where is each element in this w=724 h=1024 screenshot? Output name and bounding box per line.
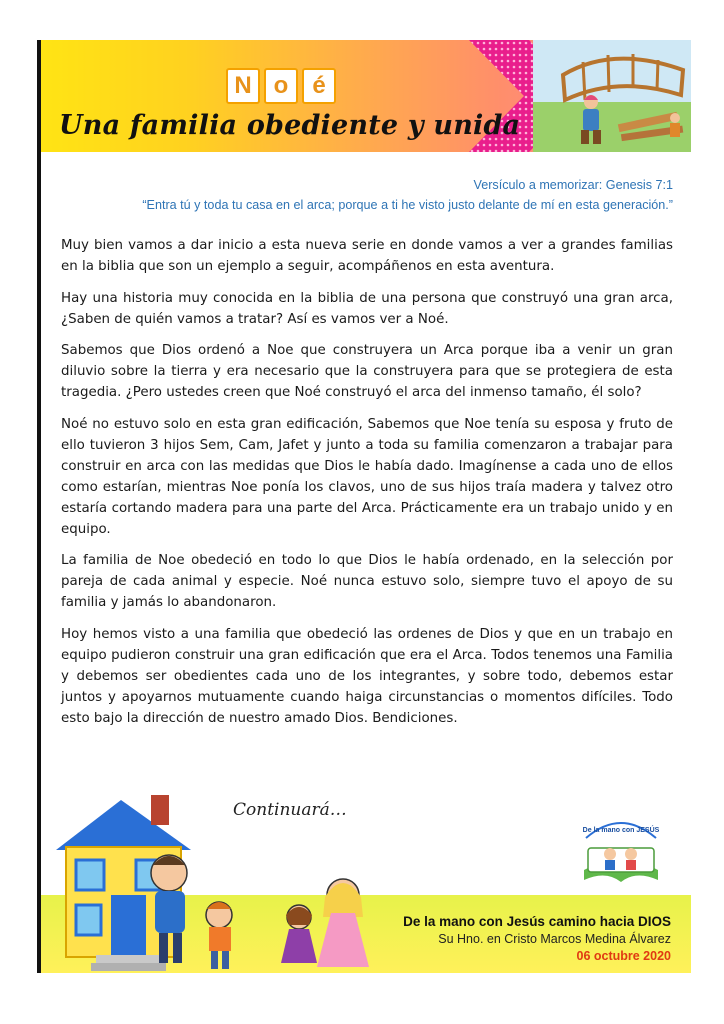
verse-text: “Entra tú y toda tu casa en el arca; porque a ti he visto justo delante de mí en esta generación.” [142,198,673,212]
logo-text: De la mano con JESÚS [582,827,660,834]
paragraph: Sabemos que Dios ordenó a Noe que construyera un Arca porque iba a venir un gran diluvio sobre la tierra y era necesario que la construyera para que se protegiera de esta tragedia. ¿Pero ustedes creen que Noé construyó el arca del inmenso tamaño, él solo? [61,343,673,400]
paragraph: Hay una historia muy conocida en la biblia de una persona que construyó una gran arca, ¿Saben de quién vamos a tratar? Así es vamos ver a Noé. [61,290,673,327]
paragraph: Muy bien vamos a dar inicio a esta nueva serie en donde vamos a ver a grandes familias en la biblia que son un ejemplo a seguir, acompáñenos en esta aventura. [61,238,673,274]
document-page [37,40,691,973]
memory-verse [61,175,673,215]
header-banner [41,40,691,152]
ministry-logo [576,808,666,888]
footer-motto: De la mano con Jesús camino hacia DIOS [403,914,671,929]
page-title: Una familia obediente y unida [59,110,521,141]
paragraph: La familia de Noe obedeció en todo lo que Dios le había ordenado, en la selección por pareja de cada animal y especie. Noé nunca estuvo solo, siempre tuvo el apoyo de su familia y jamás lo abandonaron. [61,553,673,610]
paragraph: Noé no estuvo solo en esta gran edificación, Sabemos que Noe tenía su esposa y fruto de ello tuvieron 3 hijos Sem, Cam, Jafet y junto a toda su familia comenzaron a trabajar para construir en arca con las medidas que Dios le había dado. Imagínense a cada uno de ellos como estarían, mientras Noe ponía los clavos, uno de sus hijos traía madera y talvez otro estaría cortando madera para una parte del Arca. Prácticamente era un trabajo unido y en equipo. [61,416,673,537]
family-house-illustration [51,795,381,973]
series-letter: o [264,68,298,104]
series-letter: é [302,68,336,104]
verse-reference: Versículo a memorizar: Genesis 7:1 [473,178,673,192]
footer-signature [403,913,671,965]
paragraph: Hoy hemos visto a una familia que obedeció las ordenes de Dios y que en un trabajo en equipo pudieron construir una gran edificación que era el Arca. Todos tenemos una Familia y debemos ser obedientes cada uno de los integrantes, y sobre todo, debemos estar juntos y apoyarnos mutuamente cuando haiga circunstancias o momentos difíciles. Todo esto bajo la dirección de nuestro amado Dios. Bendiciones. [61,626,673,726]
series-title [226,68,336,104]
continued-label: Continuará… [233,800,347,820]
footer-author: Su Hno. en Cristo Marcos Medina Álvarez [438,932,671,946]
footer-date: 06 octubre 2020 [576,949,671,963]
ark-construction-illustration [533,40,691,152]
story-body [61,235,673,739]
series-letter: N [226,68,260,104]
